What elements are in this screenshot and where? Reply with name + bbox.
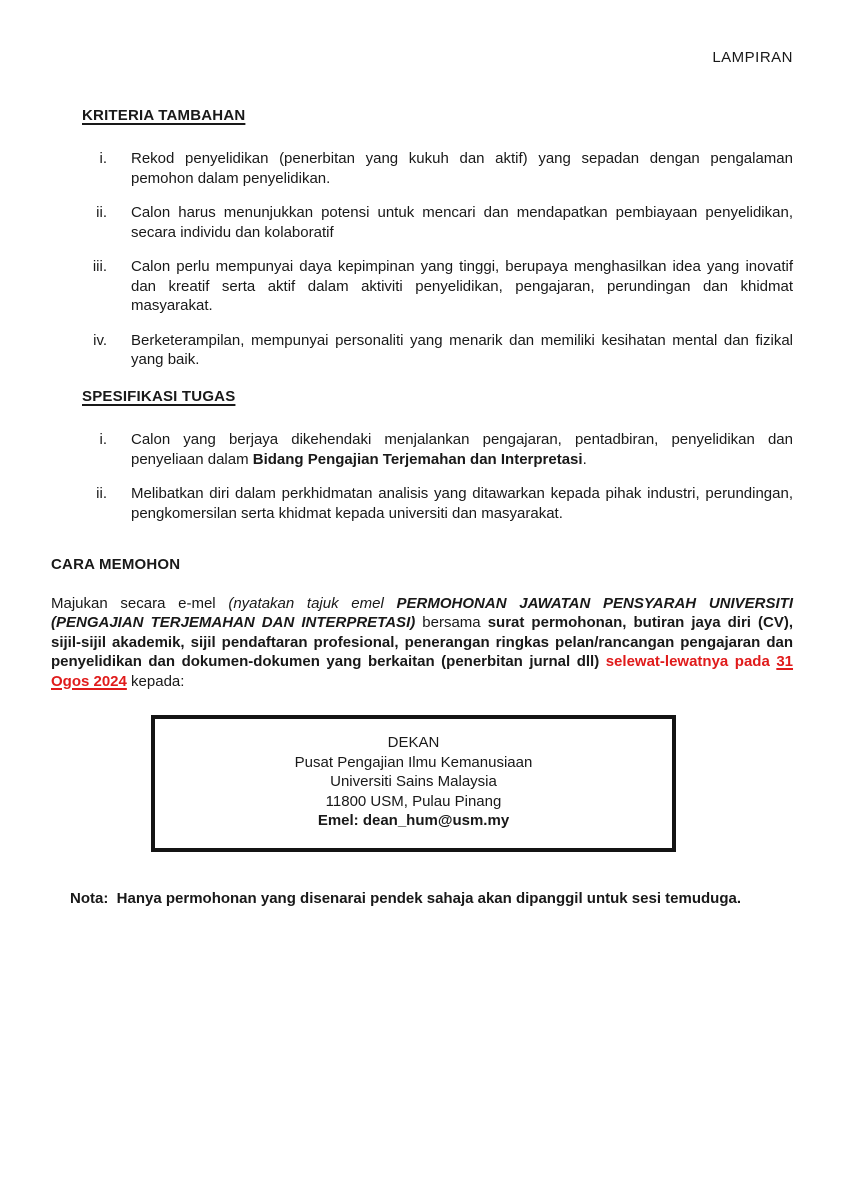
section-heading-kriteria: KRITERIA TAMBAHAN bbox=[82, 106, 246, 124]
section-spesifikasi-tugas bbox=[51, 387, 793, 524]
spesifikasi-list bbox=[51, 430, 793, 523]
list-item-numeral: ii. bbox=[96, 485, 107, 502]
cara-memohon-heading: CARA MEMOHON bbox=[51, 556, 181, 573]
list-item-text: Berketerampilan, mempunyai personaliti yang menarik dan memiliki kesihatan mental dan fizikal yang baik. bbox=[131, 331, 793, 368]
section-heading-spesifikasi: SPESIFIKASI TUGAS bbox=[82, 387, 236, 405]
list-item bbox=[51, 484, 793, 523]
list-item-text: Melibatkan diri dalam perkhidmatan analisis yang ditawarkan kepada pihak industri, perundingan, pengkomersilan serta khidmat kepada universiti dan masyarakat. bbox=[131, 485, 793, 522]
lampiran-label: LAMPIRAN bbox=[712, 49, 793, 66]
list-item-numeral: ii. bbox=[96, 204, 107, 221]
list-item bbox=[51, 257, 793, 316]
nota-line: Nota: Hanya permohonan yang disenarai pendek sahaja akan dipanggil untuk sesi temuduga. bbox=[70, 889, 741, 907]
list-item-numeral: i. bbox=[99, 431, 107, 448]
kriteria-list bbox=[51, 149, 793, 370]
list-item-numeral: i. bbox=[99, 150, 107, 167]
address-line-dekan: DEKAN bbox=[387, 734, 440, 751]
address-line-university: Universiti Sains Malaysia bbox=[330, 773, 497, 790]
list-item-text: Calon harus menunjukkan potensi untuk mencari dan mendapatkan pembiayaan penyelidikan, secara individu dan kolaboratif bbox=[131, 204, 793, 241]
address-email-line: Emel: dean_hum@usm.my bbox=[317, 812, 510, 829]
list-item-text: Calon perlu mempunyai daya kepimpinan yang tinggi, berupaya menghasilkan idea yang inovatif dan kreatif serta aktif dalam aktiviti penyelidikan, pengajaran, perundingan dan khidmat masyarakat. bbox=[131, 258, 793, 314]
list-item-numeral: iii. bbox=[92, 258, 107, 275]
list-item-text: Rekod penyelidikan (penerbitan yang kukuh dan aktif) yang sepadan dengan pengalaman pemohon dalam penyelidikan. bbox=[131, 150, 793, 187]
section-kriteria-tambahan bbox=[51, 106, 793, 370]
section-cara-memohon bbox=[51, 555, 793, 691]
list-item-numeral: iv. bbox=[93, 331, 107, 349]
list-item bbox=[51, 331, 793, 370]
address-line-school: Pusat Pengajian Ilmu Kemanusiaan bbox=[294, 753, 533, 771]
list-item bbox=[51, 203, 793, 242]
address-line-city: 11800 USM, Pulau Pinang bbox=[325, 792, 502, 810]
address-box bbox=[151, 715, 676, 852]
application-instructions-paragraph: Majukan secara e-mel (nyatakan tajuk emel PERMOHONAN JAWATAN PENSYARAH UNIVERSITI (PENGAJIAN TERJEMAHAN DAN INTERPRETASI) bersama surat permohonan, butiran jaya diri (CV), sijil-sijil akademik, sijil pendaftaran profesional, penerangan ringkas pelan/rancangan pengajaran dan penyelidikan dan dokumen-dokumen yang berkaitan (penerbitan jurnal dll) selewat-lewatnya pada 31 Ogos 2024 kepada: bbox=[51, 594, 794, 690]
list-item bbox=[51, 430, 793, 469]
list-item bbox=[51, 149, 793, 188]
list-item-text: Calon yang berjaya dikehendaki menjalankan pengajaran, pentadbiran, penyelidikan dan penyeliaan dalam Bidang Pengajian Terjemahan dan Interpretasi. bbox=[131, 431, 793, 468]
